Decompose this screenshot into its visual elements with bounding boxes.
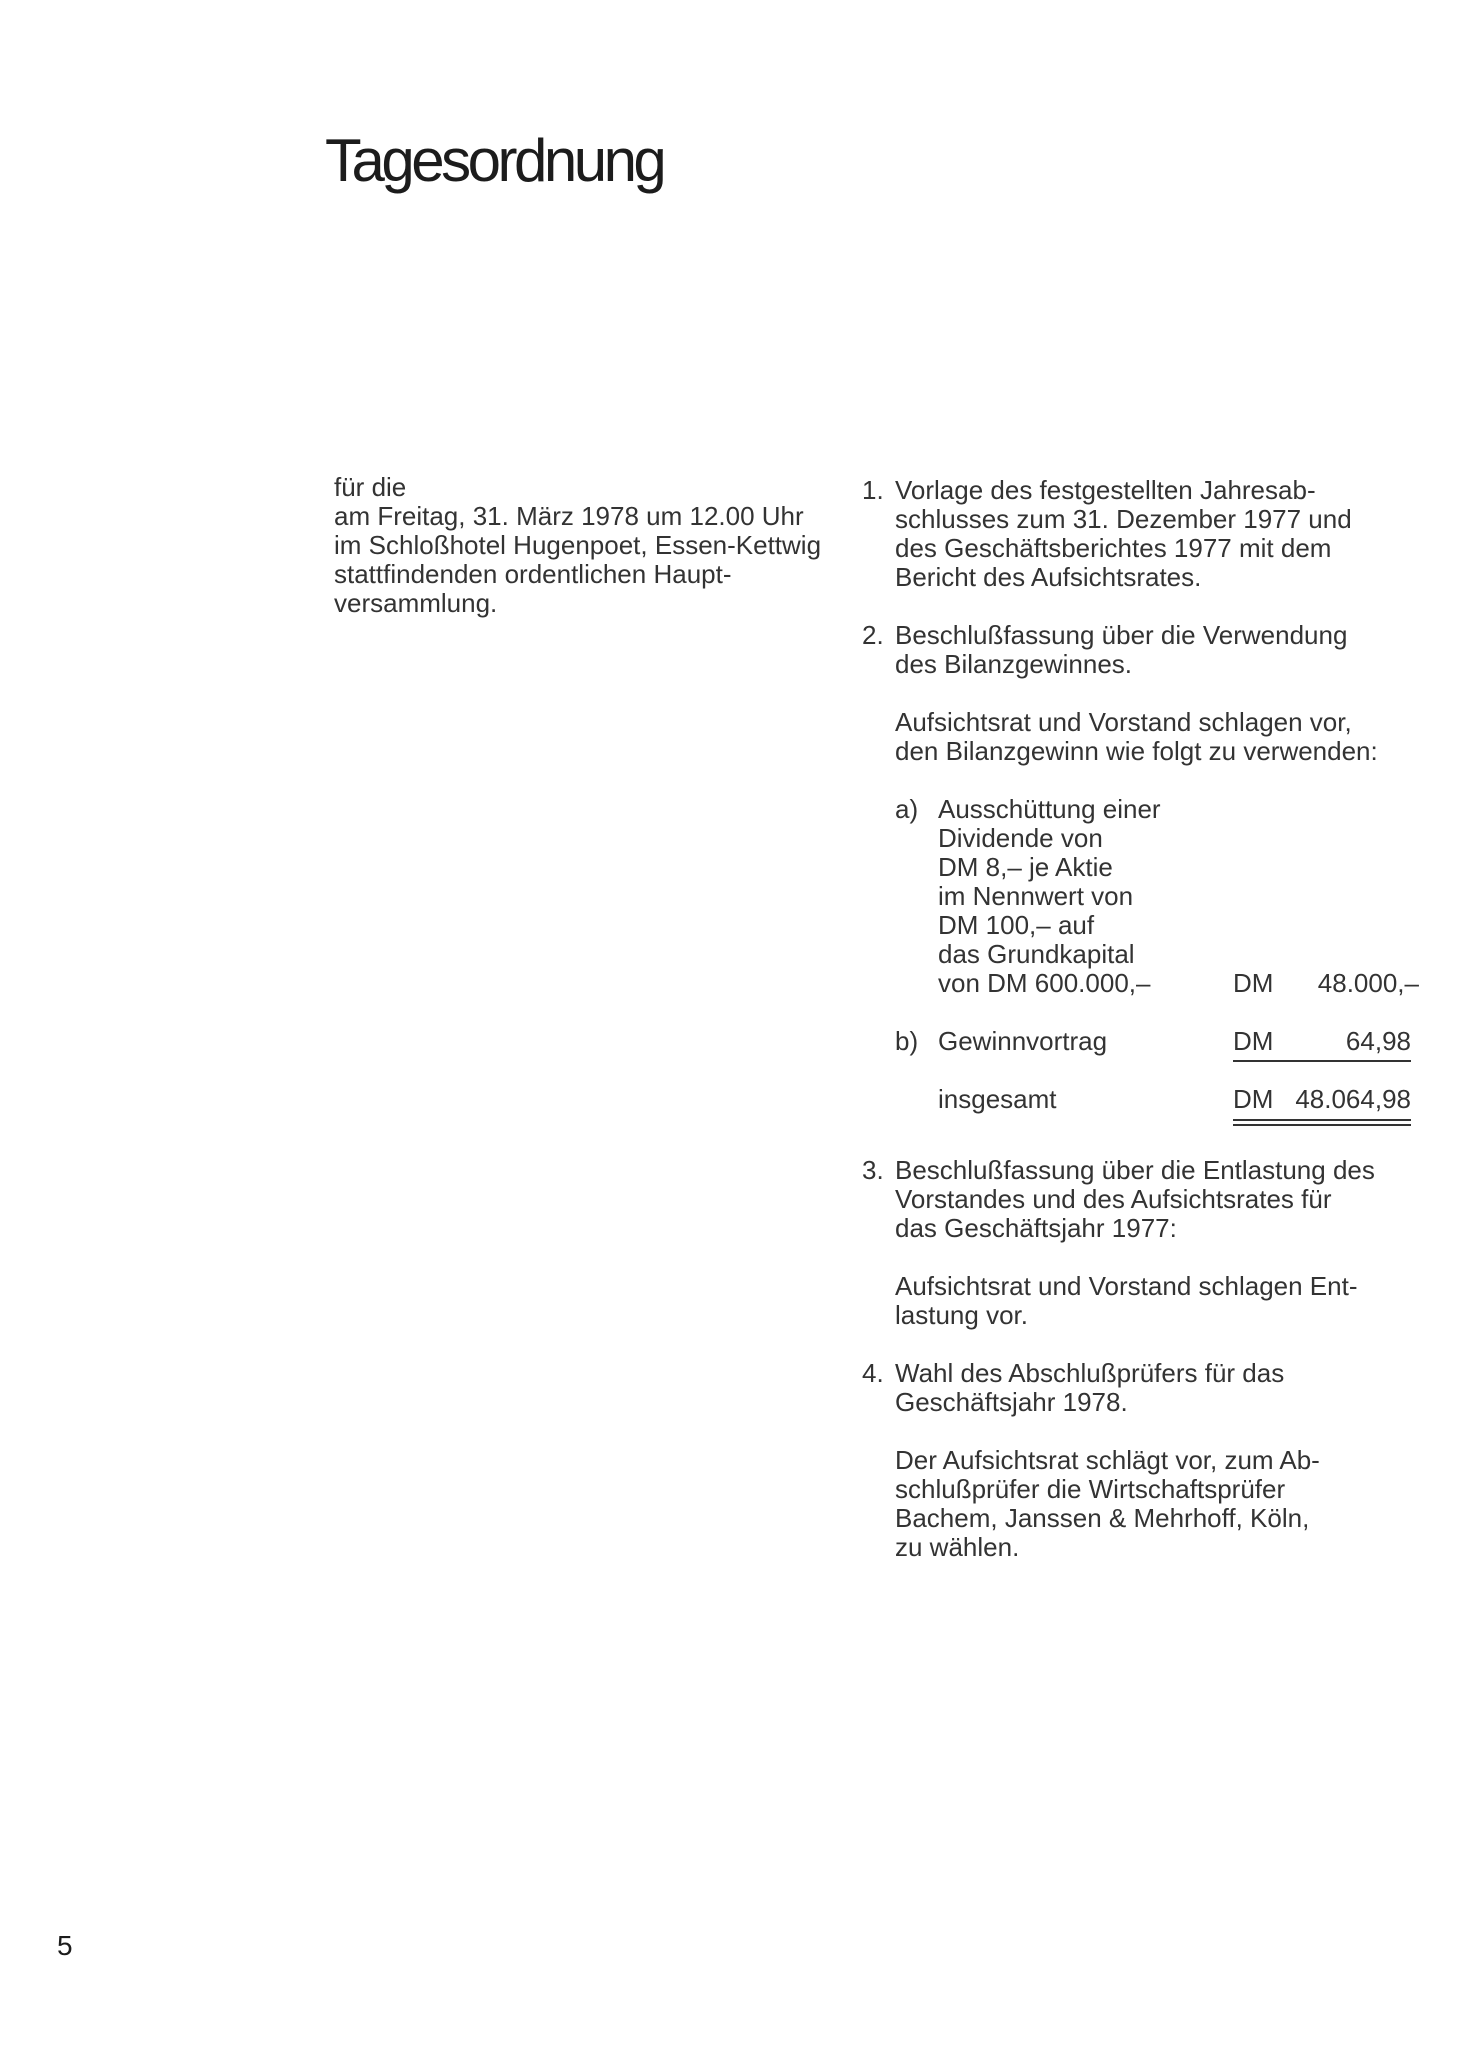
proposal-text: Aufsichtsrat und Vorstand schlagen vor, [895, 707, 1352, 737]
proposal-text: Der Aufsichtsrat schlägt vor, zum Ab- [895, 1445, 1320, 1475]
sub-item-letter: b) [895, 1026, 919, 1056]
agenda-item-text: das Geschäftsjahr 1977: [895, 1213, 1177, 1243]
intro-line: im Schloßhotel Hugenpoet, Essen-Kettwig [334, 530, 822, 560]
appropriation-a [895, 794, 1419, 998]
intro-line: stattfindenden ordentlichen Haupt- [334, 559, 732, 589]
page-number: 5 [57, 1930, 73, 1961]
page-title: Tagesordnung [325, 127, 664, 194]
intro-line: für die [334, 472, 407, 502]
appropriation-b [895, 1026, 1411, 1056]
currency-label: DM [1233, 1026, 1274, 1056]
agenda-item-4 [862, 1359, 1382, 1562]
meeting-intro [334, 473, 854, 618]
agenda-item-text: des Geschäftsberichtes 1977 mit dem [895, 533, 1332, 563]
sub-item-text: von DM 600.000,– [938, 968, 1151, 998]
agenda-item-text: Beschlußfassung über die Entlastung des [895, 1155, 1375, 1185]
currency-label: DM [1233, 968, 1274, 998]
sub-item-text: Gewinnvortrag [938, 1026, 1108, 1056]
subtotal-rule [1233, 1060, 1411, 1062]
agenda-item-1 [862, 476, 1382, 592]
proposal-text: den Bilanzgewinn wie folgt zu verwenden: [895, 736, 1378, 766]
total-double-rule [1233, 1119, 1411, 1126]
currency-label: DM [1233, 1084, 1274, 1114]
proposal-text: Aufsichtsrat und Vorstand schlagen Ent- [895, 1271, 1358, 1301]
agenda-item-text: Beschlußfassung über die Verwendung [895, 620, 1348, 650]
agenda-item-text: Wahl des Abschlußprüfers für das [895, 1358, 1285, 1388]
amount-value: 48.064,98 [1295, 1084, 1411, 1114]
amount-value: 48.000,– [1317, 968, 1419, 998]
agenda-item-text: Vorstandes und des Aufsichtsrates für [895, 1184, 1332, 1214]
sub-item-text: DM 100,– auf [938, 910, 1095, 940]
proposal-text: zu wählen. [895, 1532, 1020, 1562]
proposal-text: schlußprüfer die Wirtschaftsprüfer [895, 1474, 1286, 1504]
total-label: insgesamt [938, 1084, 1057, 1114]
proposal-text: Bachem, Janssen & Mehrhoff, Köln, [895, 1503, 1310, 1533]
agenda-list [862, 475, 1419, 1562]
agenda-item-text: des Bilanzgewinnes. [895, 649, 1133, 679]
agenda-item-text: Vorlage des festgestellten Jahresab- [895, 475, 1316, 505]
agenda-item-number: 3. [862, 1155, 884, 1185]
intro-line: am Freitag, 31. März 1978 um 12.00 Uhr [334, 501, 804, 531]
sub-item-text: DM 8,– je Aktie [938, 852, 1113, 882]
amount-value: 64,98 [1345, 1026, 1411, 1056]
sub-item-text: Dividende von [938, 823, 1103, 853]
sub-item-text: das Grundkapital [938, 939, 1135, 969]
agenda-item-text: schlusses zum 31. Dezember 1977 und [895, 504, 1352, 534]
agenda-item-3 [862, 1156, 1382, 1330]
sub-item-text: Ausschüttung einer [938, 794, 1161, 824]
proposal-text: lastung vor. [895, 1300, 1028, 1330]
agenda-item-text: Geschäftsjahr 1978. [895, 1387, 1128, 1417]
agenda-item-number: 2. [862, 620, 884, 650]
sub-item-letter: a) [895, 794, 919, 824]
agenda-item-number: 4. [862, 1358, 884, 1388]
intro-line: versammlung. [334, 588, 498, 618]
agenda-item-text: Bericht des Aufsichtsrates. [895, 562, 1202, 592]
agenda-item-2 [862, 620, 1419, 1114]
agenda-item-number: 1. [862, 475, 884, 505]
sub-item-text: im Nennwert von [938, 881, 1134, 911]
appropriation-total [895, 1084, 1411, 1114]
